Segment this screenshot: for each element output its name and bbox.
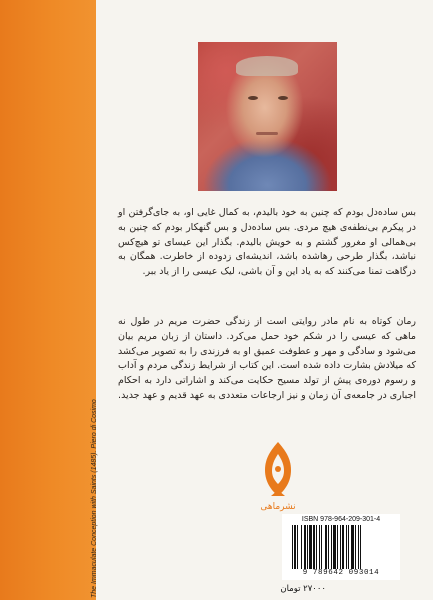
poem-paragraph: بس ساده‌دل بودم که چنین به خود بالیدم، به کمال غایی او، به جای‌گرفتن او در پیکرم بی‌نطفه‌ی هیچ مردی. بس ساده‌دل و بس گنهکار بودم که چنین به بی‌همالی او مغرور گشتم و به خویش بالیدم. بگذار این عیسای تو هیچ‌کس نباشد، بگذار طرحی رهاشده باشد، اندیشه‌ای زدوده از خاطرت. همگان به درگاهت تمنا می‌کنند که به یاد این و آن باشی، لیک عیسی را از یاد ببر.: [118, 207, 416, 278]
barcode-bar: [309, 525, 312, 569]
author-photo-eyes: [248, 96, 288, 102]
barcode-bar: [355, 525, 356, 569]
painting-credit: The Immaculate Conception with Saints (1485). Piero di Cosimo: [91, 399, 98, 598]
barcode-bar: [304, 525, 306, 569]
price-label: ۲۷۰۰۰ تومان: [280, 584, 326, 594]
publisher-logo-text: نشرماهی: [260, 502, 296, 512]
description-paragraph: رمان کوتاه به نام مادر روایتی است از زندگی حضرت مریم در طول نه ماهی که عیسی را در شکم خود حمل می‌کرد. داستان از زبان مریم بیان می‌شود و سادگی و مهر و عطوفت عمیق او به فرزندی را به تصویر می‌کشد که میلادش بشارت داده شده است. این کتاب از شرایط زندگی مردم و آداب و رسوم دوره‌ی پیش از تولد مسیح حکایت می‌کند و اشاراتی دارد به احکام اجباری در جامعه‌ی آن زمان و نیز ارجاعات متعددی به عهد قدیم و عهد جدید.: [118, 316, 416, 401]
barcode-bar: [346, 525, 347, 569]
barcode-bar: [321, 525, 322, 569]
barcode-bar: [297, 525, 298, 569]
barcode-bar: [351, 525, 354, 569]
barcode-bar: [307, 525, 308, 569]
author-photo-mouth: [256, 132, 278, 135]
barcode-bar: [292, 525, 293, 569]
barcode-bar: [328, 525, 329, 569]
author-photo-eye-right: [278, 96, 288, 100]
author-photo: [198, 42, 337, 191]
barcode-bar: [358, 525, 359, 569]
barcode-bar: [360, 525, 361, 569]
barcode-bar: [313, 525, 315, 569]
author-photo-eye-left: [248, 96, 258, 100]
barcode-bar: [331, 525, 332, 569]
barcode-bar: [333, 525, 336, 569]
barcode-bars: [290, 525, 394, 569]
isbn-number: ISBN 978-964-209-301-4: [301, 516, 381, 523]
barcode-bar: [337, 525, 338, 569]
author-photo-hair: [236, 56, 298, 76]
barcode-bar: [319, 525, 320, 569]
barcode-bar: [301, 525, 302, 569]
barcode-bar: [325, 525, 327, 569]
barcode-bar: [342, 525, 344, 569]
orange-spine-band: [0, 0, 96, 600]
fish-logo-icon: [261, 440, 295, 500]
isbn-barcode: [282, 514, 400, 580]
barcode-bar: [348, 525, 349, 569]
barcode-bar: [316, 525, 317, 569]
barcode-bar: [294, 525, 296, 569]
barcode-digits: 9 789642 093014: [302, 569, 380, 577]
barcode-bar: [340, 525, 341, 569]
